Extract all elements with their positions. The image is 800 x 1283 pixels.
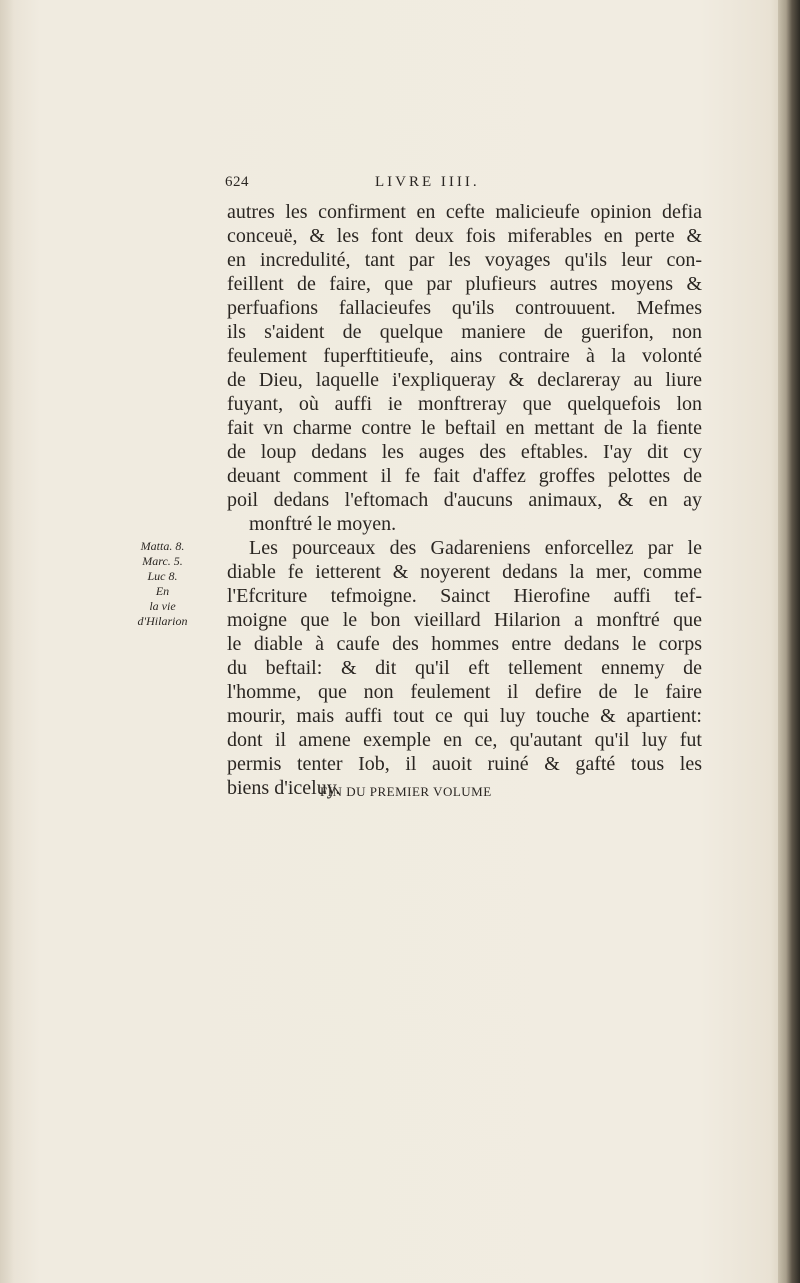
paragraph-2 [227,536,702,800]
page-number: 624 [225,174,249,190]
book-spine-edge [778,0,800,1283]
text-line: de Dieu, laquelle i'expliqueray & declareray au liure [227,369,702,391]
margin-note: d'Hilarion [137,614,188,628]
text-line: Les pourceaux des Gadareniens enforcellez par le [249,537,702,559]
text-line: de loup dedans les auges des eftables. I'ay dit cy [227,441,702,463]
text-line: le diable à caufe des hommes entre dedans le corps [227,633,702,655]
text-line: dont il amene exemple en ce, qu'autant qu'il luy fut [227,729,702,751]
text-line: feillent de faire, que par plufieurs autres moyens & [227,273,702,295]
text-line: l'homme, que non feulement il defire de le faire [227,681,702,703]
paragraph-1 [227,200,702,536]
text-line: conceuë, & les font deux fois miferables en perte & [227,225,702,247]
text-line: fait vn charme contre le beftail en mettant de la fiente [227,417,702,439]
margin-notes [115,539,210,629]
page-edge-shadow [0,0,14,1283]
text-line: biens d'iceluy. [227,777,341,799]
body-text [227,200,702,800]
closing-line: FIN DU PREMIER VOLUME [320,784,492,799]
text-line: feulement fuperftitieufe, ains contraire à la volonté [227,345,702,367]
text-line: permis tenter Iob, il auoit ruiné & gafté tous les [227,753,702,775]
text-line: mourir, mais auffi tout ce qui luy touche & apartient: [227,705,702,727]
text-line: ils s'aident de quelque maniere de guerifon, non [227,321,702,343]
page-header [225,174,665,196]
text-line: l'Efcriture tefmoigne. Sainct Hierofine auffi tef- [227,585,702,607]
text-line: fuyant, où auffi ie monftreray que quelquefois lon [227,393,702,415]
text-line: moigne que le bon vieillard Hilarion a monftré que [227,609,702,631]
text-line: deuant comment il fe fait d'affez groffes pelottes de [227,465,702,487]
text-line: autres les confirment en cefte malicieufe opinion defia [227,201,702,223]
running-head: LIVRE IIII. [375,174,480,190]
text-line: poil dedans l'eftomach d'aucuns animaux, & en ay [227,489,702,511]
text-line: perfuafions fallacieufes qu'ils controuuent. Mefmes [227,297,702,319]
margin-note: Marc. 5. [142,554,183,568]
text-line: en incredulité, tant par les voyages qu'ils leur con- [227,249,702,271]
text-line: monftré le moyen. [249,513,397,535]
margin-note: Luc 8. [147,569,178,583]
text-line: du beftail: & dit qu'il eft tellement ennemy de [227,657,702,679]
margin-note: la vie [149,599,176,613]
margin-note: Matta. 8. [140,539,185,553]
text-line: diable fe ietterent & noyerent dedans la mer, comme [227,561,702,583]
margin-note: En [155,584,170,598]
